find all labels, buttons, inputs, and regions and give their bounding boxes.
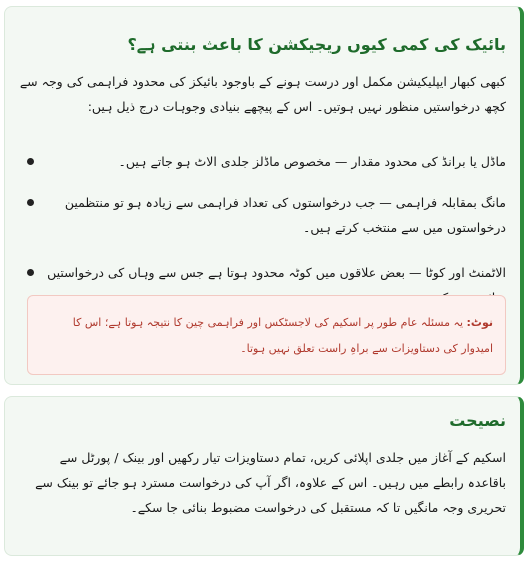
advice-paragraph: اسکیم کے آغاز میں جلدی اپلائی کریں، تمام دستاویزات تیار رکھیں اور بینک / پورٹل سے باقاعدہ رابطے میں رہیں۔ اس کے علاوہ، اگر آپ کی درخواست مسترد ہو جائے تو بینک سے تحریری وجہ مانگیں تا کہ مستقبل کی درخواست مضبوط بنائی جا سکے۔: [35, 450, 506, 515]
list-item: [19, 149, 506, 174]
list-item-text: الاٹمنٹ اور کوٹا — بعض علاقوں میں کوٹہ محدود ہوتا ہے جس سے وہاں کی درخواستیں: [47, 265, 506, 280]
intro-paragraph: کبھی کبھار ایپلیکیشن مکمل اور درست ہونے کے باوجود بائیکز کی محدود فراہمی کی وجہ سے کچھ درخواستیں منظور نہیں ہوتیں۔ اس کے پیچھے بنیادی وجوہات درج ذیل ہیں:: [19, 74, 506, 114]
explanation-card: [4, 6, 524, 385]
list-item-text: ماڈل یا برانڈ کی محدود مقدار — مخصوص ماڈلز جلدی الاٹ ہو جاتے ہیں۔: [118, 154, 506, 169]
note-box: [27, 295, 506, 375]
bullet-dot-icon: [27, 269, 34, 276]
list-item: [19, 190, 506, 240]
advice-title: نصیحت: [449, 411, 506, 430]
note-text: یہ مسئلہ عام طور پر اسکیم کی لاجسٹکس اور فراہمی چین کا نتیجہ ہوتا ہے؛ اس کا امیدوار کی دستاویزات سے براہِ راست تعلق نہیں ہوتا۔: [72, 316, 493, 355]
bullet-dot-icon: [27, 158, 34, 165]
section-title: بائیک کی کمی کیوں ریجیکشن کا باعث بنتی ہے؟: [127, 35, 506, 54]
bullet-dot-icon: [27, 199, 34, 206]
note-label: نوٹ:: [466, 316, 493, 329]
advice-card: [4, 396, 524, 556]
list-item-text: مانگ بمقابلہ فراہمی — جب درخواستوں کی تعداد فراہمی سے زیادہ ہو تو منتظمین درخواستوں میں سے منتخب کرتے ہیں۔: [64, 195, 506, 235]
